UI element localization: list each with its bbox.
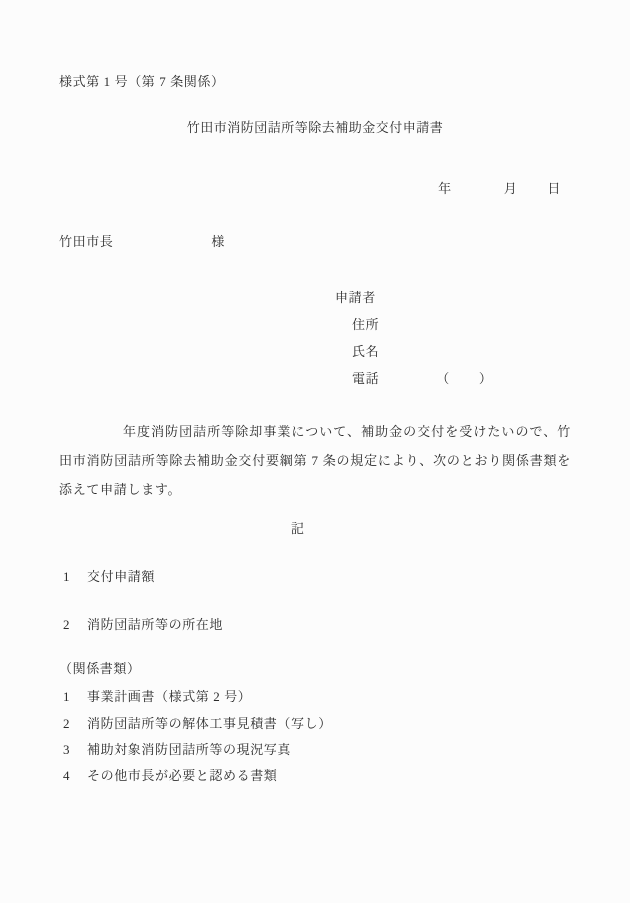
section-item-1 [63,568,155,585]
attachment-item-2-text: 消防団詰所等の解体工事見積書（写し） [87,716,332,731]
attachment-item-3-text: 補助対象消防団詰所等の現況写真 [87,742,292,757]
record-marker: 記 [291,521,305,536]
date-month-label: 月 [503,181,518,196]
attachment-item-1 [63,688,251,705]
addressee-honorific: 様 [211,234,226,249]
attachment-item-4-number: 4 [63,768,70,783]
document-title: 竹田市消防団詰所等除去補助金交付申請書 [186,120,444,135]
phone-paren-close: ） [478,371,493,386]
section-item-2-number: 2 [63,617,70,632]
attachment-item-2-number: 2 [63,716,70,731]
applicant-address-label: 住所 [352,317,380,332]
date-day-label: 日 [547,181,561,196]
attachment-item-3-number: 3 [63,742,70,757]
applicant-phone-label: 電話 [352,371,380,386]
applicant-name-label: 氏名 [352,344,380,359]
date-line [438,180,561,197]
applicant-heading: 申請者 [335,290,376,305]
section-item-1-text: 交付申請額 [87,569,156,584]
form-number: 様式第 1 号（第 7 条関係） [59,74,225,89]
section-item-1-number: 1 [63,569,70,584]
applicant-phone-line [352,370,492,387]
phone-paren-open: （ [436,371,450,386]
attachments-heading: （関係書類） [59,661,141,676]
attachment-item-1-text: 事業計画書（様式第 2 号） [87,689,252,704]
section-item-2 [63,616,223,633]
date-year-label: 年 [438,181,452,196]
attachment-item-3 [63,741,291,758]
attachment-item-1-number: 1 [63,689,70,704]
body-paragraph: 年度消防団詰所等除却事業について、補助金の交付を受けたいので、竹田市消防団詰所等除去補助金交付要綱第 7 条の規定により、次のとおり関係書類を添えて申請します。 [59,424,571,497]
attachment-item-4 [63,767,277,784]
addressee-line [59,233,225,250]
attachment-item-2 [63,715,332,732]
addressee-name: 竹田市長 [59,234,114,249]
attachment-item-4-text: その他市長が必要と認める書類 [87,768,278,783]
section-item-2-text: 消防団詰所等の所在地 [87,617,224,632]
